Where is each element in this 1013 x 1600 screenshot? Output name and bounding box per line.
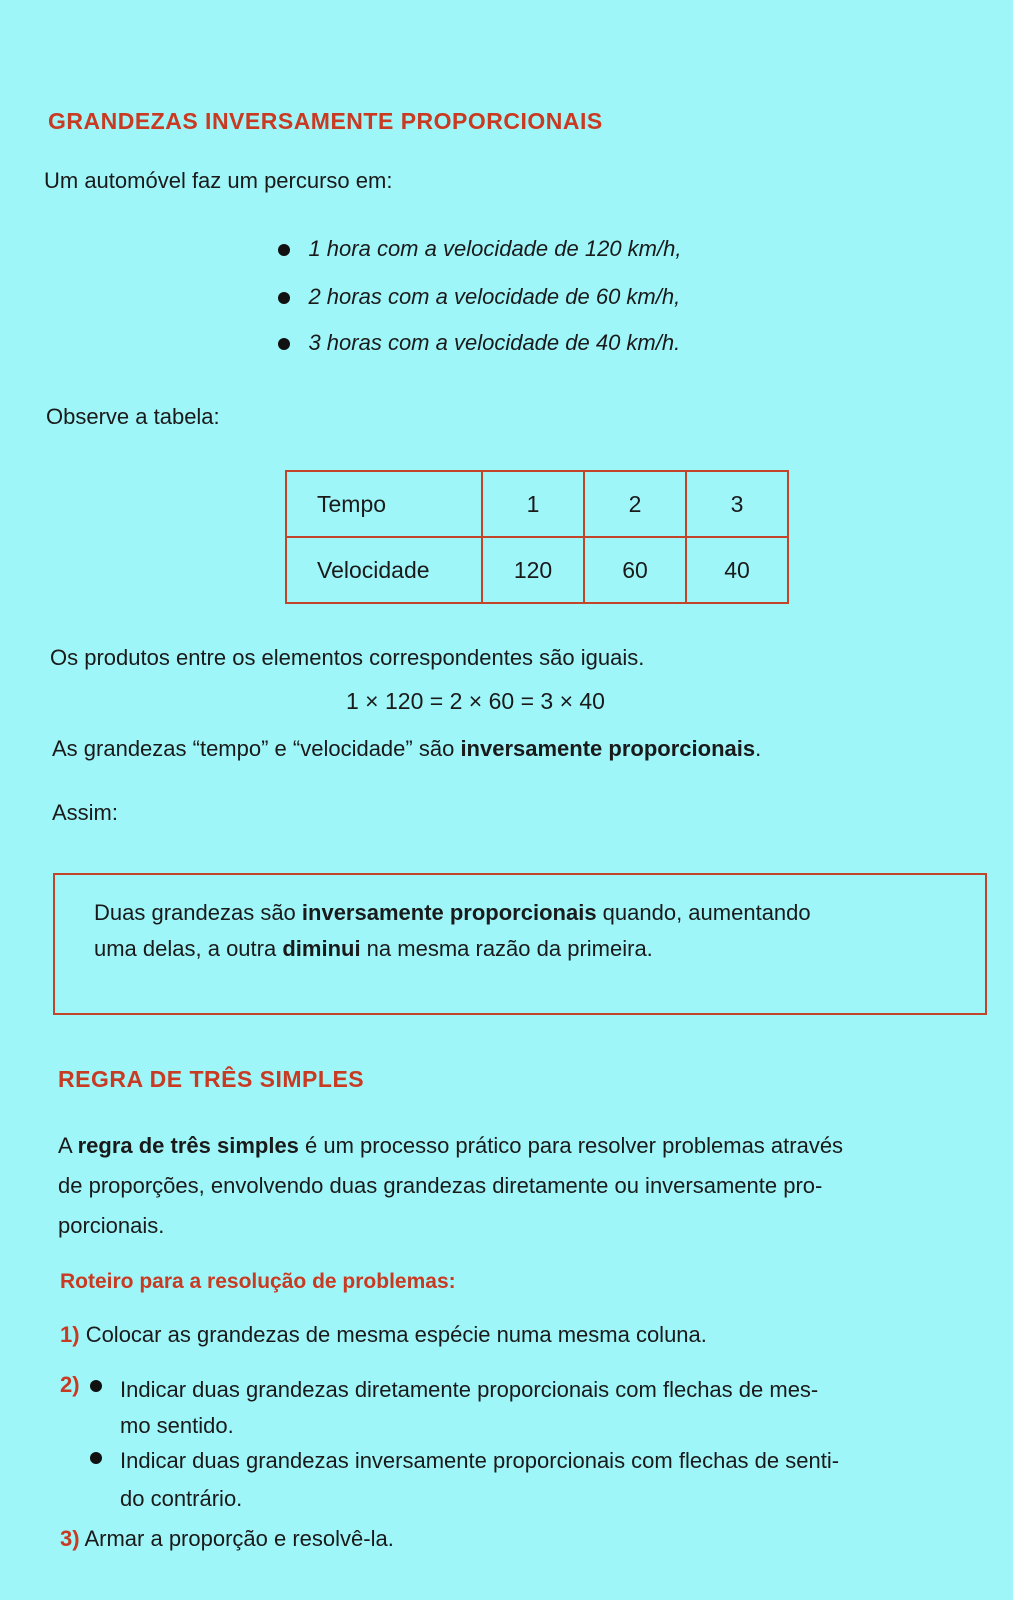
paragraph-part: A (58, 1133, 78, 1158)
conclusion-text (52, 736, 761, 762)
definition-part: quando, aumentando (596, 900, 811, 925)
step-2-number-row (60, 1372, 80, 1398)
section-title-regra: REGRA DE TRÊS SIMPLES (58, 1066, 365, 1092)
table-row (286, 471, 788, 537)
step-1 (60, 1322, 707, 1348)
equation: 1 × 120 = 2 × 60 = 3 × 40 (346, 688, 605, 714)
conclusion-suffix: . (755, 736, 762, 761)
table-cell: 40 (686, 537, 788, 603)
step-3 (60, 1526, 394, 1552)
bullet-dot-icon (278, 338, 290, 350)
definition-part: Duas grandezas são (94, 900, 302, 925)
step-number: 2) (60, 1372, 80, 1397)
table-cell: 120 (482, 537, 584, 603)
bullet-dot-icon (278, 244, 290, 256)
regra-paragraph (58, 1126, 988, 1246)
step-line: Indicar duas grandezas diretamente proporcionais com flechas de mes- (120, 1377, 819, 1402)
bullet-dot-icon (90, 1380, 102, 1392)
roteiro-heading: Roteiro para a resolução de problemas: (60, 1270, 456, 1293)
step-line: Indicar duas grandezas inversamente proporcionais com flechas de senti- (120, 1448, 840, 1473)
bullet-item-1 (278, 236, 681, 262)
bullet-text: 1 hora com a velocidade de 120 km/h, (308, 236, 682, 261)
bullet-text: 3 horas com a velocidade de 40 km/h. (308, 330, 681, 355)
bullet-text: 2 horas com a velocidade de 60 km/h, (308, 284, 681, 309)
definition-bold: inversamente proporcionais (301, 900, 597, 925)
definition-text (94, 895, 811, 967)
paragraph-line-2: de proporções, envolvendo duas grandezas diretamente ou inversamente pro- (58, 1173, 823, 1198)
bullet-item-2 (278, 284, 680, 310)
definition-part: na mesma razão da primeira. (360, 936, 653, 961)
step-text: Armar a proporção e resolvê-la. (84, 1526, 394, 1551)
bullet-dot-icon (278, 292, 290, 304)
step-number: 1) (60, 1322, 80, 1347)
table-cell: Tempo (286, 471, 482, 537)
section-title-inverse: GRANDEZAS INVERSAMENTE PROPORCIONAIS (48, 108, 603, 134)
paragraph-part: é um processo prático para resolver problemas através (298, 1133, 844, 1158)
conclusion-bold: inversamente proporcionais (460, 736, 756, 761)
step-line: mo sentido. (120, 1413, 234, 1438)
step-text: Colocar as grandezas de mesma espécie numa mesma coluna. (85, 1322, 707, 1347)
table-cell: 2 (584, 471, 686, 537)
step-2a (120, 1372, 818, 1444)
definition-line-2 (94, 931, 811, 967)
table-cell: 3 (686, 471, 788, 537)
definition-bold: diminui (282, 936, 361, 961)
intro-text: Um automóvel faz um percurso em: (44, 168, 393, 193)
assim-text: Assim: (52, 800, 118, 825)
definition-part: uma delas, a outra (94, 936, 283, 961)
paragraph-bold: regra de três simples (77, 1133, 299, 1158)
table-cell: 1 (482, 471, 584, 537)
bullet-item-3 (278, 330, 680, 356)
table-row (286, 537, 788, 603)
observe-text: Observe a tabela: (46, 404, 220, 429)
step-line: do contrário. (120, 1486, 243, 1511)
step-2b (120, 1442, 839, 1518)
table-cell: Velocidade (286, 537, 482, 603)
table-cell: 60 (584, 537, 686, 603)
bullet-dot-icon (90, 1452, 102, 1464)
step-number: 3) (60, 1526, 80, 1551)
products-text: Os produtos entre os elementos correspondentes são iguais. (50, 645, 645, 670)
conclusion-prefix: As grandezas “tempo” e “velocidade” são (52, 736, 461, 761)
definition-line-1 (94, 895, 811, 931)
paragraph-line-1 (58, 1126, 988, 1166)
paragraph-line-3: porcionais. (58, 1213, 165, 1238)
tempo-velocidade-table (285, 470, 789, 604)
